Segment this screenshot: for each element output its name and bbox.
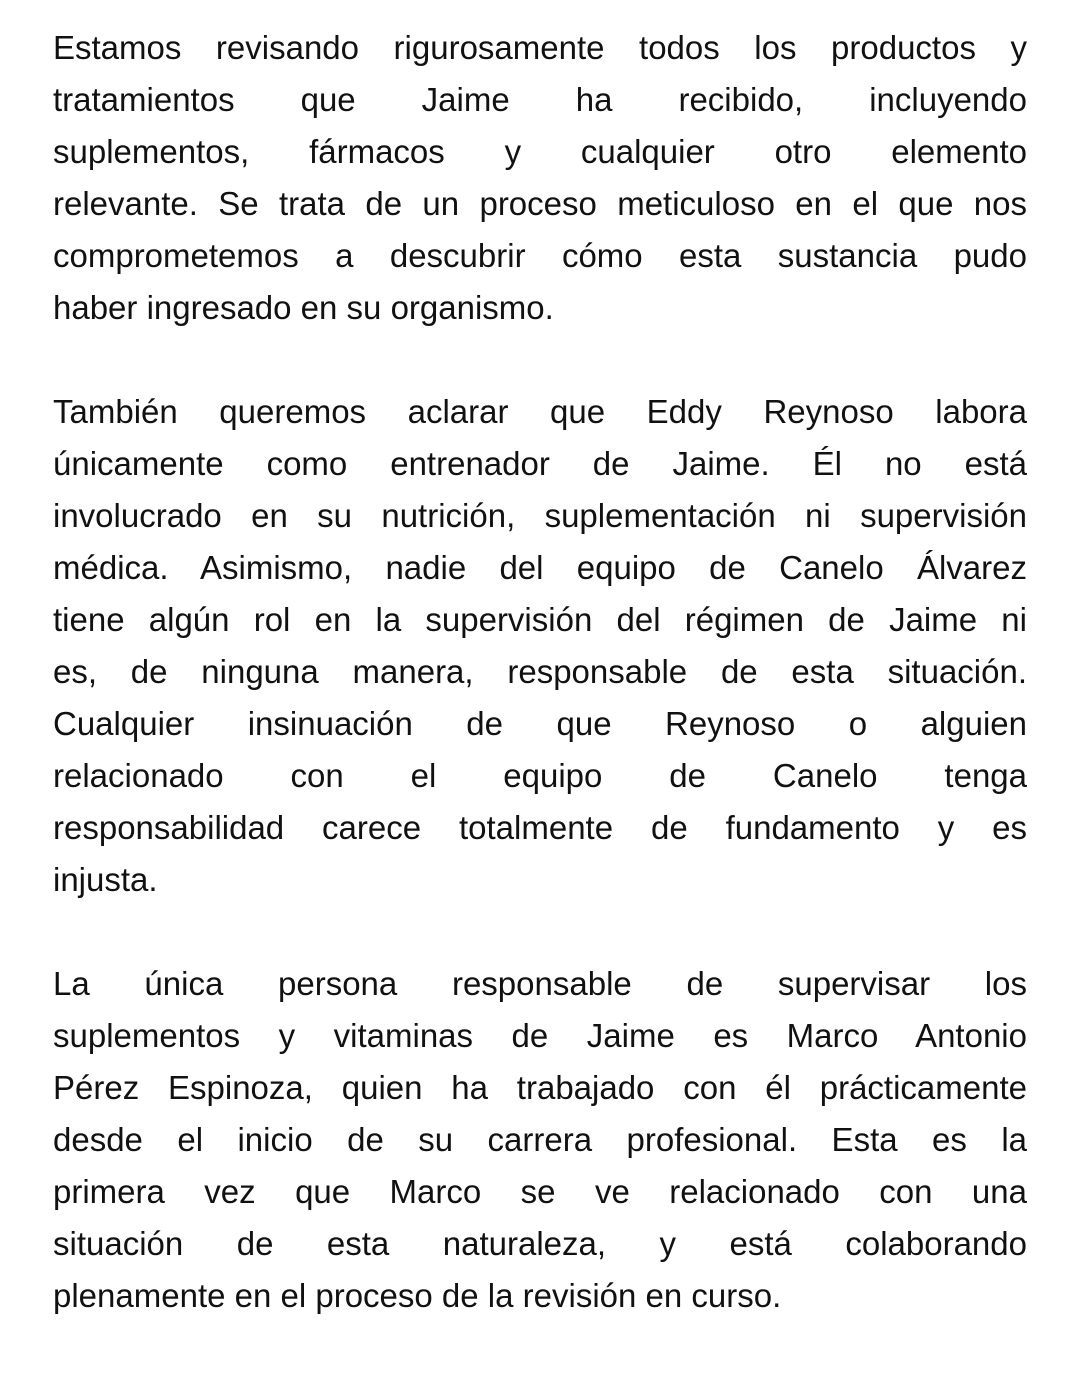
paragraph bbox=[53, 386, 1027, 906]
text-line: Estamos revisando rigurosamente todos los productos y bbox=[53, 29, 1027, 66]
text-line: Cualquier insinuación de que Reynoso o alguien bbox=[53, 705, 1027, 742]
text-line: únicamente como entrenador de Jaime. Él no está bbox=[53, 445, 1027, 482]
text-line: comprometemos a descubrir cómo esta sustancia pudo bbox=[53, 237, 1027, 274]
text-line: médica. Asimismo, nadie del equipo de Canelo Álvarez bbox=[53, 549, 1027, 586]
text-line: plenamente en el proceso de la revisión en curso. bbox=[53, 1277, 782, 1314]
text-line: relacionado con el equipo de Canelo tenga bbox=[53, 757, 1027, 794]
paragraph bbox=[53, 22, 1027, 334]
text-line: haber ingresado en su organismo. bbox=[53, 289, 554, 326]
statement-document bbox=[53, 22, 1027, 1374]
text-line: También queremos aclarar que Eddy Reynoso labora bbox=[53, 393, 1027, 430]
text-line: desde el inicio de su carrera profesional. Esta es la bbox=[53, 1121, 1027, 1158]
text-line: relevante. Se trata de un proceso meticuloso en el que nos bbox=[53, 185, 1027, 222]
text-line: tiene algún rol en la supervisión del régimen de Jaime ni bbox=[53, 601, 1027, 638]
text-line: injusta. bbox=[53, 861, 158, 898]
paragraph bbox=[53, 958, 1027, 1322]
text-line: primera vez que Marco se ve relacionado con una bbox=[53, 1173, 1027, 1210]
text-line: involucrado en su nutrición, suplementación ni supervisión bbox=[53, 497, 1027, 534]
text-line: suplementos y vitaminas de Jaime es Marco Antonio bbox=[53, 1017, 1027, 1054]
text-line: es, de ninguna manera, responsable de esta situación. bbox=[53, 653, 1027, 690]
text-line: La única persona responsable de supervisar los bbox=[53, 965, 1027, 1002]
text-line: situación de esta naturaleza, y está colaborando bbox=[53, 1225, 1027, 1262]
text-line: suplementos, fármacos y cualquier otro elemento bbox=[53, 133, 1027, 170]
text-line: Pérez Espinoza, quien ha trabajado con él prácticamente bbox=[53, 1069, 1027, 1106]
text-line: tratamientos que Jaime ha recibido, incluyendo bbox=[53, 81, 1027, 118]
text-line: responsabilidad carece totalmente de fundamento y es bbox=[53, 809, 1027, 846]
